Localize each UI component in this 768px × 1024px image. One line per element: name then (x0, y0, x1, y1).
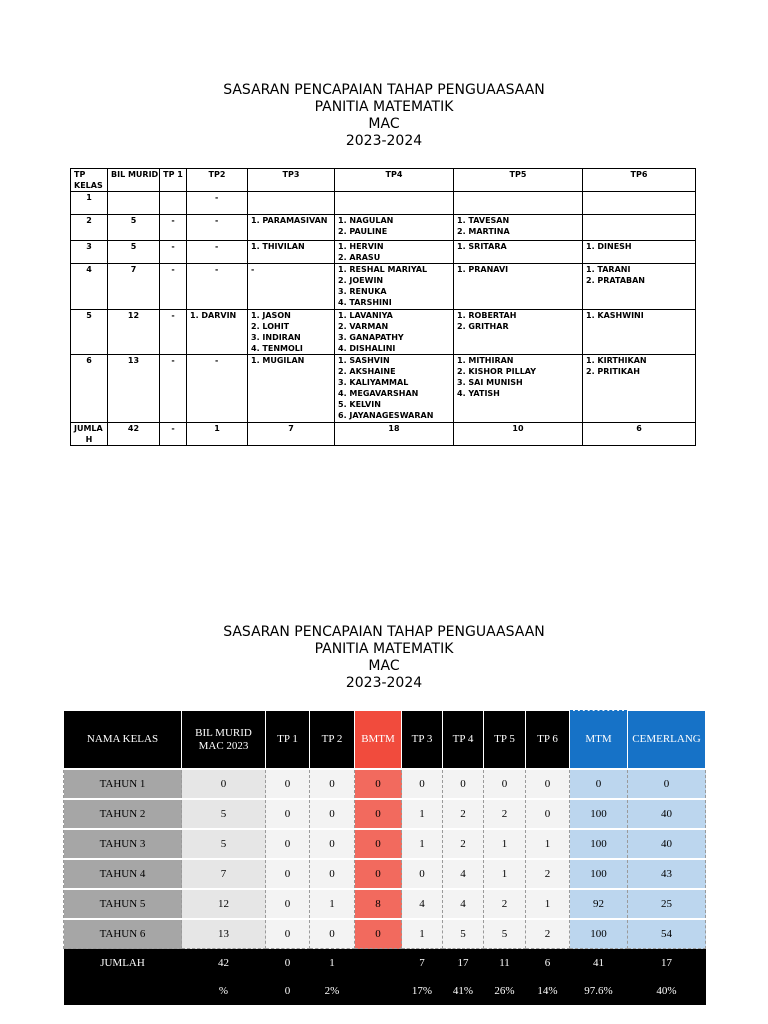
student-name: 4. MEGAVARSHAN (338, 389, 419, 398)
cell-tp4 (335, 310, 454, 355)
cell-tp2 (187, 241, 248, 264)
cell-bil-murid: 12 (108, 310, 160, 355)
student-name: 1. KIRTHIKAN (586, 356, 647, 365)
cell-tp4: 0 (443, 769, 484, 799)
student-name: 3. INDIRAN (251, 333, 301, 342)
cell-bil-murid: % (182, 977, 266, 1005)
cell-bmtm: 0 (355, 799, 402, 829)
cell-mtm: 92 (570, 889, 628, 919)
cell-tp1: - (160, 264, 187, 310)
cell-tp6 (583, 355, 696, 423)
cell-bmtm: 0 (355, 919, 402, 949)
student-name: 2. PRATABAN (586, 276, 645, 285)
header-tp6: TP6 (583, 169, 696, 192)
summary-row (64, 799, 706, 829)
cell-kelas: 3 (71, 241, 108, 264)
cell-tp3: 17% (402, 977, 443, 1005)
cell-tp2: 1 (310, 949, 355, 978)
cell-bmtm: 0 (355, 829, 402, 859)
cell-tp5 (454, 264, 583, 310)
total-tp5: 10 (454, 423, 583, 446)
cell-tp6: 2 (526, 859, 570, 889)
cell-nama-kelas: TAHUN 3 (64, 829, 182, 859)
cell-tp1: 0 (266, 889, 310, 919)
cell-tp1: - (160, 310, 187, 355)
cell-cemerlang: 43 (628, 859, 706, 889)
student-name: 4. TARSHINI (338, 298, 392, 307)
total-label: JUMLA H (71, 423, 108, 446)
cell-tp5: 2 (484, 799, 526, 829)
table-row (71, 310, 696, 355)
cell-tp3: 7 (402, 949, 443, 978)
cell-bmtm: 0 (355, 769, 402, 799)
header-tp2: TP 2 (310, 711, 355, 770)
cell-bmtm: 8 (355, 889, 402, 919)
cell-tp4 (335, 192, 454, 215)
cell-mtm: 100 (570, 859, 628, 889)
cell-tp3: 0 (402, 859, 443, 889)
cell-tp2: 0 (310, 799, 355, 829)
student-name: 1. JASON (251, 311, 291, 320)
cell-cemerlang: 0 (628, 769, 706, 799)
student-name: 1. SASHVIN (338, 356, 390, 365)
student-name: 3. SAI MUNISH (457, 378, 523, 387)
cell-bmtm (355, 949, 402, 978)
student-name: 2. JOEWIN (338, 276, 384, 285)
cell-tp3 (248, 241, 335, 264)
total-tp1: - (160, 423, 187, 446)
header-tp-kelas: TP KELAS (71, 169, 108, 192)
cell-bil-murid: 13 (182, 919, 266, 949)
cell-tp6 (583, 215, 696, 241)
cell-tp1: 0 (266, 769, 310, 799)
header-bil-murid: BIL MURID MAC 2023 (182, 711, 266, 770)
summary-row (64, 919, 706, 949)
cell-bil-murid: 5 (182, 799, 266, 829)
header-bmtm: BMTM (355, 711, 402, 770)
summary-percent-row (64, 977, 706, 1005)
summary-total-row (64, 949, 706, 978)
cell-tp4 (335, 264, 454, 310)
student-name: - (251, 265, 255, 274)
cell-bil-murid: 5 (182, 829, 266, 859)
header-tp5: TP 5 (484, 711, 526, 770)
cell-bil-murid: 5 (108, 241, 160, 264)
cell-tp6: 1 (526, 889, 570, 919)
cell-tp4: 4 (443, 859, 484, 889)
cell-tp1: - (160, 355, 187, 423)
table-row (71, 355, 696, 423)
student-name: - (215, 193, 219, 202)
student-name: 6. JAYANAGESWARAN (338, 411, 434, 420)
header-nama-kelas: NAMA KELAS (64, 711, 182, 770)
cell-tp3 (248, 192, 335, 215)
student-name: 3. GANAPATHY (338, 333, 404, 342)
cell-bil-murid: 7 (108, 264, 160, 310)
header-tp1: TP 1 (160, 169, 187, 192)
cell-tp2: 0 (310, 769, 355, 799)
student-name: 2. LOHIT (251, 322, 290, 331)
cell-bmtm (355, 977, 402, 1005)
cell-tp2: 0 (310, 859, 355, 889)
cell-tp1: 0 (266, 799, 310, 829)
cell-tp2: 2% (310, 977, 355, 1005)
cell-tp6 (583, 264, 696, 310)
cell-bil-murid: 42 (182, 949, 266, 978)
student-name: 1. LAVANIYA (338, 311, 393, 320)
table-row (71, 264, 696, 310)
header-tp3: TP3 (248, 169, 335, 192)
cell-tp5: 11 (484, 949, 526, 978)
cell-cemerlang: 40 (628, 799, 706, 829)
student-name: 4. YATISH (457, 389, 500, 398)
cell-cemerlang: 17 (628, 949, 706, 978)
cell-tp4 (335, 355, 454, 423)
student-name: 4. DISHALINI (338, 344, 396, 353)
cell-tp6 (583, 310, 696, 355)
cell-tp4: 41% (443, 977, 484, 1005)
cell-tp6 (583, 192, 696, 215)
student-name: 3. RENUKA (338, 287, 387, 296)
table-row (71, 241, 696, 264)
cell-mtm: 100 (570, 799, 628, 829)
cell-tp2: 0 (310, 829, 355, 859)
summary-header-row (64, 711, 706, 770)
summary-row (64, 829, 706, 859)
cell-tp1: 0 (266, 859, 310, 889)
student-name: 4. TENMOLI (251, 344, 303, 353)
student-name: 2. MARTINA (457, 227, 510, 236)
header-tp6: TP 6 (526, 711, 570, 770)
student-name: 1. KASHWINI (586, 311, 644, 320)
cell-bil-murid: 7 (182, 859, 266, 889)
cell-tp6: 0 (526, 769, 570, 799)
cell-tp5: 0 (484, 769, 526, 799)
cell-tp3 (248, 355, 335, 423)
cell-bmtm: 0 (355, 859, 402, 889)
cell-nama-kelas: JUMLAH (64, 949, 182, 978)
cell-kelas: 6 (71, 355, 108, 423)
cell-tp2: 0 (310, 919, 355, 949)
header-tp4: TP4 (335, 169, 454, 192)
cell-tp2 (187, 264, 248, 310)
cell-tp6: 1 (526, 829, 570, 859)
student-name: 2. PAULINE (338, 227, 388, 236)
cell-bil-murid: 12 (182, 889, 266, 919)
cell-mtm: 100 (570, 919, 628, 949)
cell-tp5 (454, 355, 583, 423)
table-row (71, 215, 696, 241)
student-name: 1. PARAMASIVAN (251, 216, 328, 225)
student-name: 1. DARVIN (190, 311, 237, 320)
cell-tp3 (248, 310, 335, 355)
cell-tp5: 26% (484, 977, 526, 1005)
document-title-2 (0, 624, 768, 692)
cell-tp3: 1 (402, 829, 443, 859)
subtitle-line: PANITIA MATEMATIK (314, 641, 454, 657)
cell-tp1: - (160, 241, 187, 264)
cell-tp6: 14% (526, 977, 570, 1005)
cell-tp4: 17 (443, 949, 484, 978)
cell-tp1 (160, 192, 187, 215)
header-tp3: TP 3 (402, 711, 443, 770)
student-name: - (215, 242, 219, 251)
cell-tp5: 1 (484, 859, 526, 889)
cell-tp3 (248, 264, 335, 310)
month-line: MAC (368, 116, 400, 132)
cell-mtm: 0 (570, 769, 628, 799)
summary-row (64, 769, 706, 799)
cell-tp4: 4 (443, 889, 484, 919)
cell-tp1: 0 (266, 919, 310, 949)
summary-row (64, 859, 706, 889)
cell-mtm: 97.6% (570, 977, 628, 1005)
cell-bil-murid (108, 192, 160, 215)
student-name: 3. KALIYAMMAL (338, 378, 409, 387)
table-total-row (71, 423, 696, 446)
student-name: 2. KISHOR PILLAY (457, 367, 537, 376)
table-header-row (71, 169, 696, 192)
cell-tp3 (248, 215, 335, 241)
cell-tp2 (187, 310, 248, 355)
cell-cemerlang: 40% (628, 977, 706, 1005)
summary-row (64, 889, 706, 919)
cell-nama-kelas: TAHUN 2 (64, 799, 182, 829)
cell-tp3: 1 (402, 919, 443, 949)
header-bil-murid: BIL MURID (108, 169, 160, 192)
header-tp5: TP5 (454, 169, 583, 192)
cell-tp2 (187, 192, 248, 215)
student-name: 1. TAVESAN (457, 216, 510, 225)
student-name: 1. ROBERTAH (457, 311, 517, 320)
student-name: - (215, 216, 219, 225)
cell-cemerlang: 54 (628, 919, 706, 949)
cell-kelas: 5 (71, 310, 108, 355)
student-name: 1. NAGULAN (338, 216, 394, 225)
header-mtm: MTM (570, 711, 628, 770)
cell-bil-murid: 13 (108, 355, 160, 423)
cell-mtm: 41 (570, 949, 628, 978)
cell-tp4: 2 (443, 829, 484, 859)
cell-tp3: 0 (402, 769, 443, 799)
cell-tp3: 4 (402, 889, 443, 919)
cell-tp5 (454, 310, 583, 355)
cell-tp1: 0 (266, 949, 310, 978)
cell-tp2 (187, 355, 248, 423)
student-name: 1. MUGILAN (251, 356, 305, 365)
year-line: 2023-2024 (345, 133, 423, 149)
cell-tp4: 5 (443, 919, 484, 949)
title-line: SASARAN PENCAPAIAN TAHAP PENGUAASAAN (223, 624, 545, 640)
cell-tp4 (335, 241, 454, 264)
cell-nama-kelas (64, 977, 182, 1005)
student-name: - (215, 356, 219, 365)
cell-bil-murid: 5 (108, 215, 160, 241)
student-names-table (70, 168, 696, 446)
cell-tp6: 0 (526, 799, 570, 829)
cell-tp1: 0 (266, 829, 310, 859)
cell-cemerlang: 25 (628, 889, 706, 919)
cell-tp5: 5 (484, 919, 526, 949)
cell-tp1: - (160, 215, 187, 241)
header-tp4: TP 4 (443, 711, 484, 770)
student-name: 1. SRITARA (457, 242, 507, 251)
table-row (71, 192, 696, 215)
cell-tp6: 6 (526, 949, 570, 978)
cell-tp2 (187, 215, 248, 241)
cell-cemerlang: 40 (628, 829, 706, 859)
cell-nama-kelas: TAHUN 6 (64, 919, 182, 949)
student-name: 1. MITHIRAN (457, 356, 514, 365)
cell-nama-kelas: TAHUN 1 (64, 769, 182, 799)
student-name: 1. RESHAL MARIYAL (338, 265, 428, 274)
header-tp1: TP 1 (266, 711, 310, 770)
total-bil: 42 (108, 423, 160, 446)
cell-tp4 (335, 215, 454, 241)
student-name: 2. PRITIKAH (586, 367, 640, 376)
student-name: 2. ARASU (338, 253, 381, 262)
student-name: 1. TARANI (586, 265, 631, 274)
cell-bil-murid: 0 (182, 769, 266, 799)
header-cemerlang: CEMERLANG (628, 711, 706, 770)
month-line: MAC (368, 658, 400, 674)
cell-tp3: 1 (402, 799, 443, 829)
cell-tp5: 2 (484, 889, 526, 919)
student-name: 1. THIVILAN (251, 242, 305, 251)
header-tp2: TP2 (187, 169, 248, 192)
cell-kelas: 1 (71, 192, 108, 215)
cell-tp5: 1 (484, 829, 526, 859)
cell-tp6 (583, 241, 696, 264)
student-name: 2. GRITHAR (457, 322, 509, 331)
cell-tp5 (454, 192, 583, 215)
cell-tp5 (454, 241, 583, 264)
student-name: 5. KELVIN (338, 400, 381, 409)
student-name: 2. AKSHAINE (338, 367, 396, 376)
cell-nama-kelas: TAHUN 4 (64, 859, 182, 889)
cell-nama-kelas: TAHUN 5 (64, 889, 182, 919)
student-name: 2. VARMAN (338, 322, 389, 331)
total-tp4: 18 (335, 423, 454, 446)
total-tp2: 1 (187, 423, 248, 446)
cell-kelas: 4 (71, 264, 108, 310)
cell-tp6: 2 (526, 919, 570, 949)
total-tp6: 6 (583, 423, 696, 446)
title-line: SASARAN PENCAPAIAN TAHAP PENGUAASAAN (223, 82, 545, 98)
cell-tp1: 0 (266, 977, 310, 1005)
cell-tp2: 1 (310, 889, 355, 919)
student-name: 1. PRANAVI (457, 265, 509, 274)
cell-kelas: 2 (71, 215, 108, 241)
cell-tp5 (454, 215, 583, 241)
student-name: 1. HERVIN (338, 242, 384, 251)
student-name: - (215, 265, 219, 274)
summary-table (63, 710, 706, 1005)
cell-mtm: 100 (570, 829, 628, 859)
student-name: 1. DINESH (586, 242, 632, 251)
subtitle-line: PANITIA MATEMATIK (314, 99, 454, 115)
total-tp3: 7 (248, 423, 335, 446)
year-line: 2023-2024 (345, 675, 423, 691)
cell-tp4: 2 (443, 799, 484, 829)
document-title-1 (0, 82, 768, 150)
